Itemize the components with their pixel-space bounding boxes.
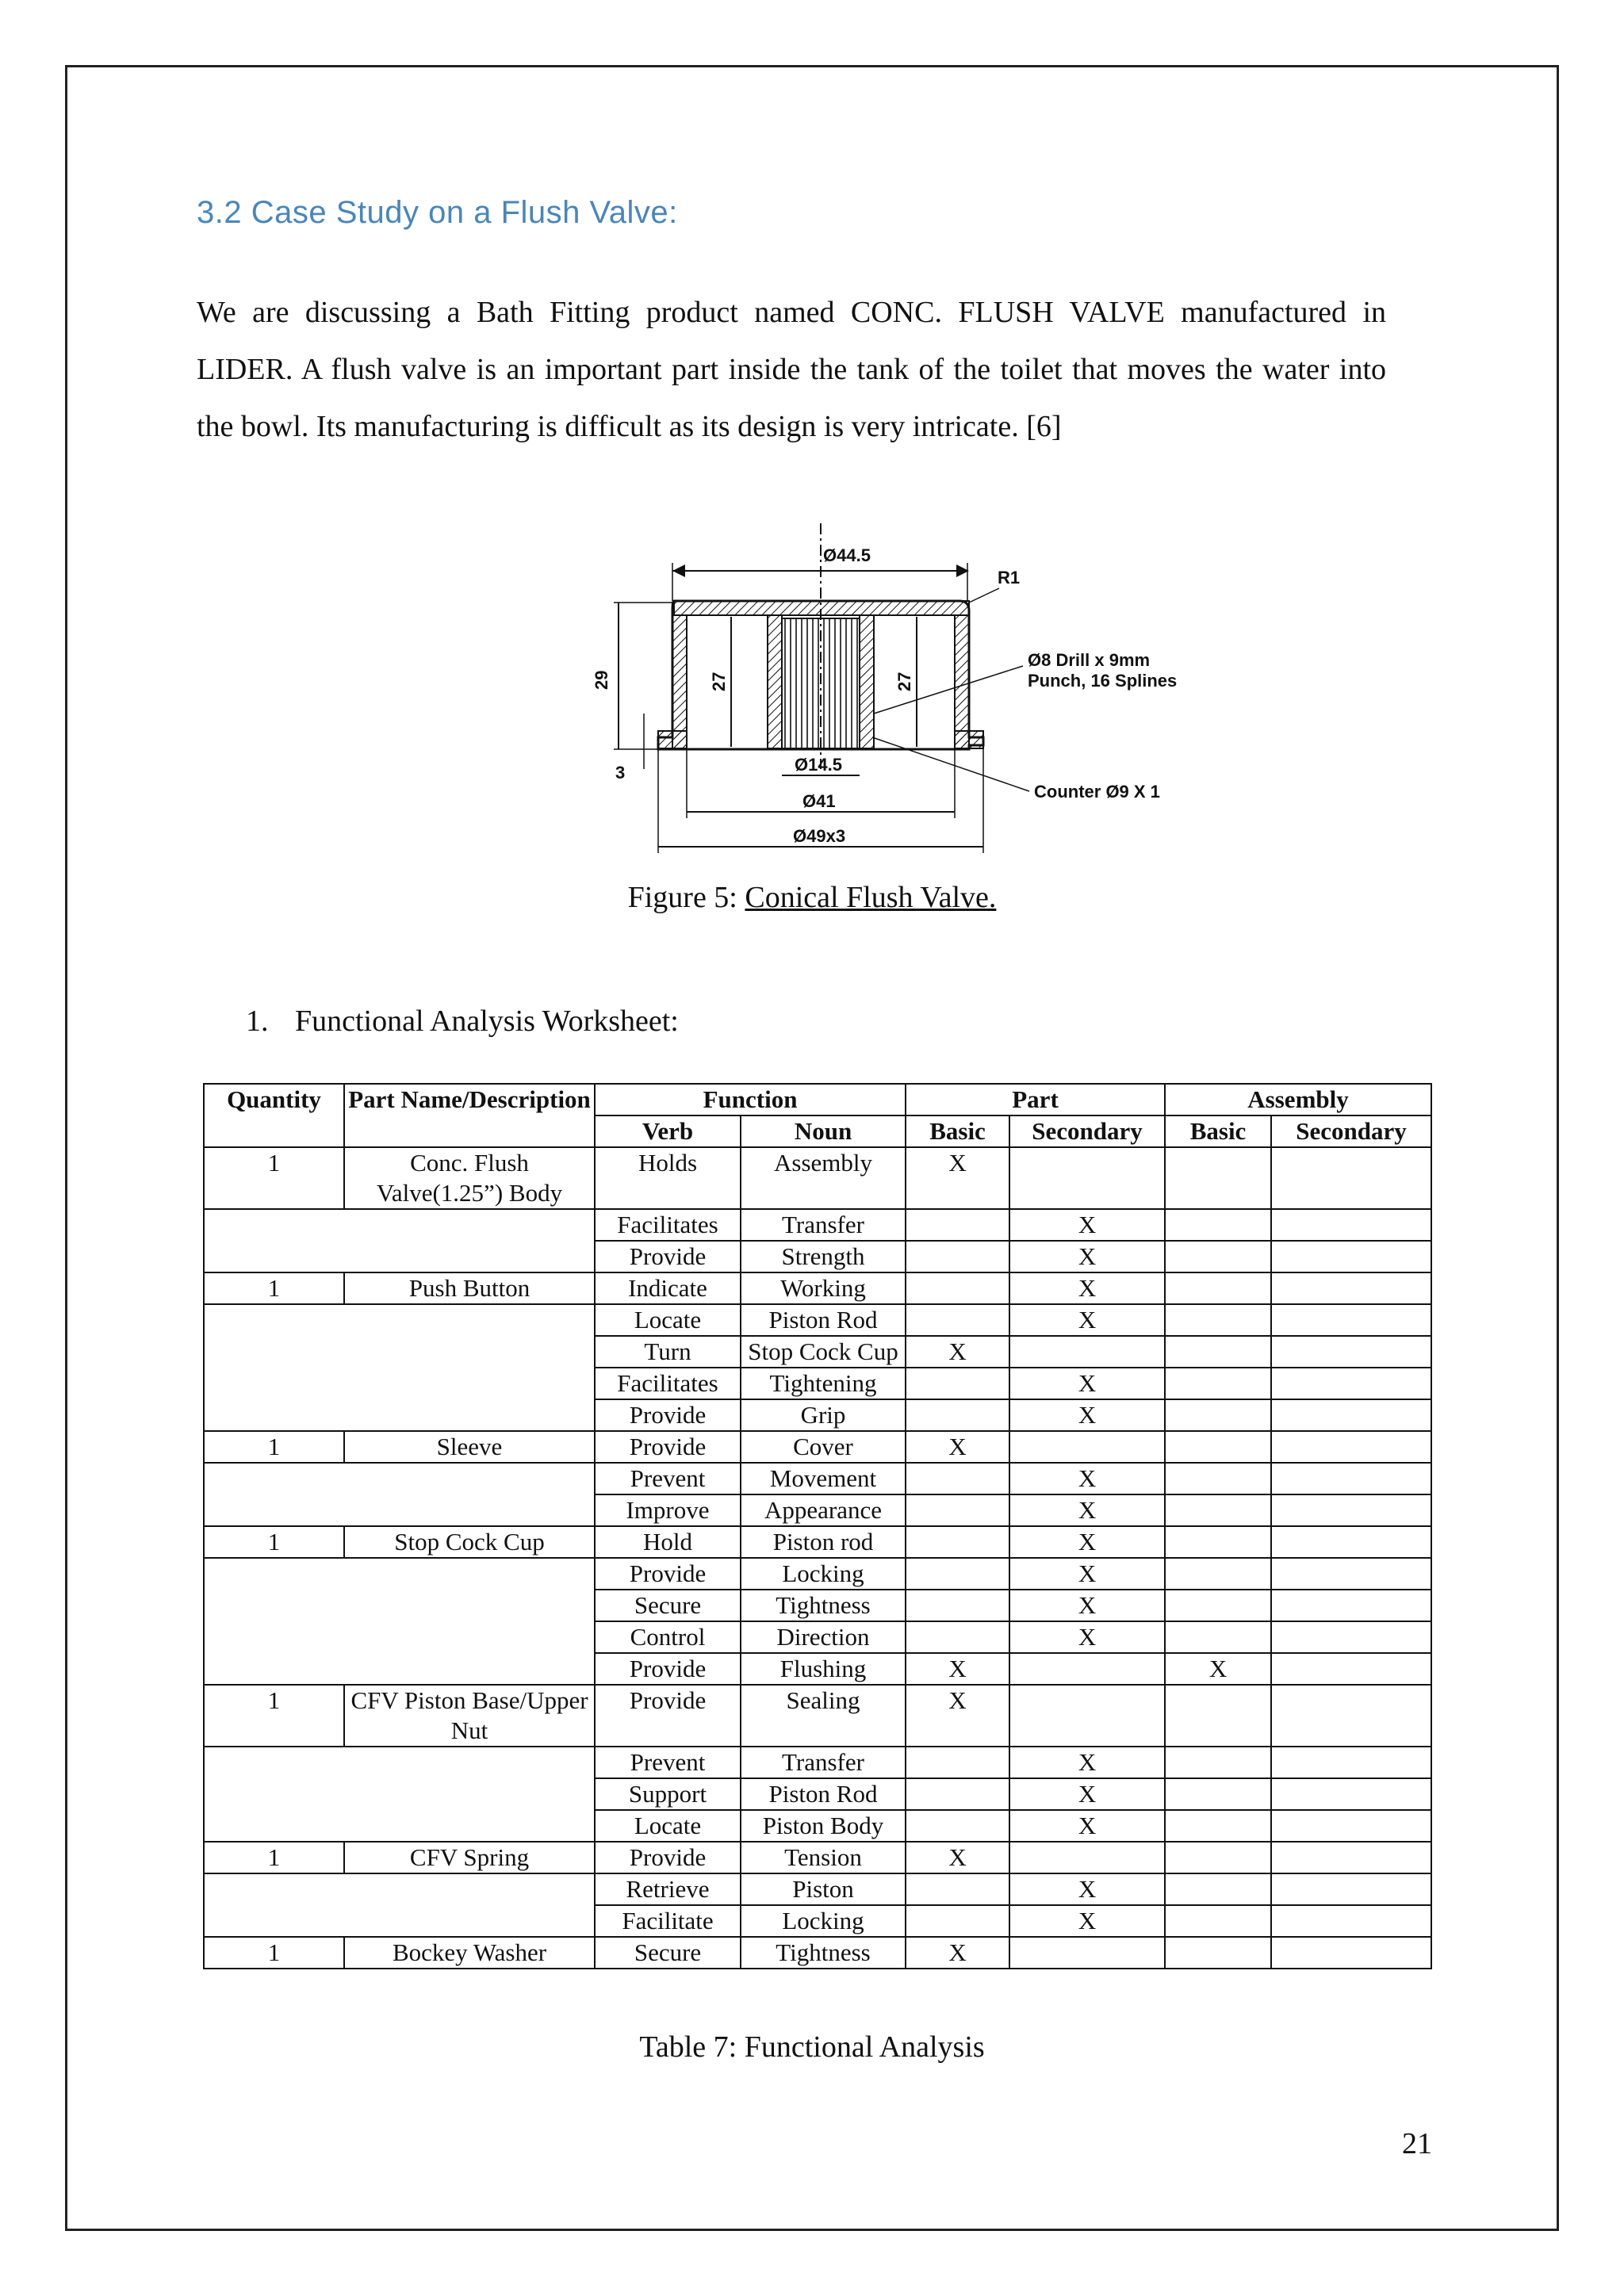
- assembly-basic-cell: [1165, 1937, 1271, 1969]
- noun-cell: Piston: [741, 1873, 906, 1905]
- assembly-basic-cell: [1165, 1747, 1271, 1778]
- noun-cell: Movement: [741, 1463, 906, 1494]
- merged-empty-cell: [204, 1747, 595, 1842]
- assembly-basic-cell: [1165, 1368, 1271, 1399]
- part-name-cell: Conc. Flush Valve(1.25”) Body: [344, 1147, 595, 1209]
- noun-cell: Piston Rod: [741, 1778, 906, 1810]
- part-name-cell: CFV Piston Base/Upper Nut: [344, 1685, 595, 1747]
- assembly-basic-cell: [1165, 1842, 1271, 1873]
- functional-analysis-table: [203, 1083, 1432, 1969]
- assembly-basic-cell: [1165, 1685, 1271, 1747]
- table-row: [204, 1873, 1431, 1905]
- header-assembly-secondary: Secondary: [1271, 1115, 1431, 1147]
- worksheet-title: Functional Analysis Worksheet:: [295, 1004, 679, 1038]
- noun-cell: Working: [741, 1272, 906, 1304]
- table-row: [204, 1747, 1431, 1778]
- part-basic-cell: [906, 1304, 1009, 1336]
- part-basic-cell: [906, 1778, 1009, 1810]
- table-row: [204, 1937, 1431, 1969]
- table-row: [204, 1526, 1431, 1558]
- part-basic-cell: X: [906, 1336, 1009, 1368]
- noun-cell: Locking: [741, 1905, 906, 1937]
- header-part: Part: [906, 1084, 1165, 1115]
- assembly-basic-cell: [1165, 1209, 1271, 1241]
- verb-cell: Provide: [595, 1241, 741, 1272]
- header-noun: Noun: [741, 1115, 906, 1147]
- verb-cell: Turn: [595, 1336, 741, 1368]
- verb-cell: Secure: [595, 1937, 741, 1969]
- table-row: [204, 1304, 1431, 1336]
- assembly-basic-cell: X: [1165, 1653, 1271, 1685]
- base-height-label: 3: [615, 763, 626, 783]
- verb-cell: Indicate: [595, 1272, 741, 1304]
- assembly-secondary-cell: [1271, 1621, 1431, 1653]
- part-secondary-cell: X: [1009, 1399, 1165, 1431]
- part-basic-cell: [906, 1494, 1009, 1526]
- verb-cell: Provide: [595, 1685, 741, 1747]
- part-name-cell: Bockey Washer: [344, 1937, 595, 1969]
- worksheet-heading: [246, 1004, 679, 1039]
- assembly-secondary-cell: [1271, 1810, 1431, 1842]
- assembly-basic-cell: [1165, 1778, 1271, 1810]
- assembly-secondary-cell: [1271, 1209, 1431, 1241]
- flush-valve-drawing: [555, 507, 1237, 888]
- quantity-cell: 1: [204, 1431, 344, 1463]
- part-secondary-cell: [1009, 1937, 1165, 1969]
- part-basic-cell: [906, 1590, 1009, 1621]
- table-row: [204, 1272, 1431, 1304]
- drill-note-2: Punch, 16 Splines: [1028, 671, 1178, 691]
- assembly-secondary-cell: [1271, 1241, 1431, 1272]
- part-basic-cell: [906, 1810, 1009, 1842]
- part-secondary-cell: X: [1009, 1873, 1165, 1905]
- part-basic-cell: X: [906, 1937, 1009, 1969]
- assembly-secondary-cell: [1271, 1431, 1431, 1463]
- assembly-secondary-cell: [1271, 1399, 1431, 1431]
- part-basic-cell: [906, 1747, 1009, 1778]
- section-heading: 3.2 Case Study on a Flush Valve:: [197, 195, 678, 230]
- outer-diameter-label: Ø49x3: [793, 826, 846, 846]
- noun-cell: Direction: [741, 1621, 906, 1653]
- noun-cell: Stop Cock Cup: [741, 1336, 906, 1368]
- noun-cell: Appearance: [741, 1494, 906, 1526]
- verb-cell: Support: [595, 1778, 741, 1810]
- assembly-basic-cell: [1165, 1905, 1271, 1937]
- part-secondary-cell: X: [1009, 1209, 1165, 1241]
- part-basic-cell: [906, 1558, 1009, 1590]
- part-basic-cell: X: [906, 1653, 1009, 1685]
- figure-caption-prefix: Figure 5:: [627, 881, 745, 914]
- header-assembly-basic: Basic: [1165, 1115, 1271, 1147]
- table-row: [204, 1685, 1431, 1747]
- part-secondary-cell: [1009, 1842, 1165, 1873]
- assembly-basic-cell: [1165, 1558, 1271, 1590]
- inner-diameter-label: Ø14.5: [795, 755, 842, 775]
- table-row: [204, 1209, 1431, 1241]
- quantity-cell: 1: [204, 1526, 344, 1558]
- noun-cell: Assembly: [741, 1147, 906, 1209]
- part-basic-cell: [906, 1241, 1009, 1272]
- verb-cell: Prevent: [595, 1747, 741, 1778]
- assembly-secondary-cell: [1271, 1842, 1431, 1873]
- header-part-name: Part Name/Description: [344, 1084, 595, 1147]
- part-basic-cell: [906, 1873, 1009, 1905]
- part-secondary-cell: X: [1009, 1304, 1165, 1336]
- table-caption: Table 7: Functional Analysis: [639, 2030, 985, 2064]
- part-name-cell: CFV Spring: [344, 1842, 595, 1873]
- part-secondary-cell: X: [1009, 1810, 1165, 1842]
- assembly-secondary-cell: [1271, 1463, 1431, 1494]
- noun-cell: Tension: [741, 1842, 906, 1873]
- functional-analysis-body: [204, 1147, 1431, 1969]
- part-basic-cell: [906, 1621, 1009, 1653]
- table-row: [204, 1842, 1431, 1873]
- verb-cell: Control: [595, 1621, 741, 1653]
- part-basic-cell: X: [906, 1842, 1009, 1873]
- part-basic-cell: [906, 1526, 1009, 1558]
- drill-note-1: Ø8 Drill x 9mm: [1028, 650, 1151, 670]
- quantity-cell: 1: [204, 1685, 344, 1747]
- assembly-basic-cell: [1165, 1621, 1271, 1653]
- part-basic-cell: X: [906, 1431, 1009, 1463]
- assembly-basic-cell: [1165, 1272, 1271, 1304]
- part-secondary-cell: [1009, 1336, 1165, 1368]
- header-part-secondary: Secondary: [1009, 1115, 1165, 1147]
- noun-cell: Strength: [741, 1241, 906, 1272]
- part-basic-cell: X: [906, 1147, 1009, 1209]
- merged-empty-cell: [204, 1558, 595, 1685]
- part-secondary-cell: [1009, 1431, 1165, 1463]
- table-row: [204, 1147, 1431, 1209]
- top-diameter-label: Ø44.5: [823, 545, 871, 565]
- table-row: [204, 1463, 1431, 1494]
- assembly-secondary-cell: [1271, 1747, 1431, 1778]
- verb-cell: Provide: [595, 1558, 741, 1590]
- part-secondary-cell: X: [1009, 1272, 1165, 1304]
- part-basic-cell: [906, 1368, 1009, 1399]
- assembly-secondary-cell: [1271, 1526, 1431, 1558]
- part-basic-cell: [906, 1463, 1009, 1494]
- assembly-basic-cell: [1165, 1431, 1271, 1463]
- mid-diameter-label: Ø41: [802, 791, 836, 811]
- part-secondary-cell: X: [1009, 1778, 1165, 1810]
- noun-cell: Transfer: [741, 1747, 906, 1778]
- assembly-basic-cell: [1165, 1241, 1271, 1272]
- merged-empty-cell: [204, 1463, 595, 1526]
- assembly-secondary-cell: [1271, 1336, 1431, 1368]
- assembly-basic-cell: [1165, 1590, 1271, 1621]
- noun-cell: Grip: [741, 1399, 906, 1431]
- assembly-secondary-cell: [1271, 1590, 1431, 1621]
- noun-cell: Tightness: [741, 1590, 906, 1621]
- part-secondary-cell: X: [1009, 1621, 1165, 1653]
- verb-cell: Locate: [595, 1810, 741, 1842]
- verb-cell: Secure: [595, 1590, 741, 1621]
- noun-cell: Sealing: [741, 1685, 906, 1747]
- assembly-secondary-cell: [1271, 1905, 1431, 1937]
- verb-cell: Retrieve: [595, 1873, 741, 1905]
- header-function: Function: [595, 1084, 906, 1115]
- part-basic-cell: [906, 1209, 1009, 1241]
- assembly-basic-cell: [1165, 1147, 1271, 1209]
- table-row: [204, 1431, 1431, 1463]
- part-secondary-cell: X: [1009, 1526, 1165, 1558]
- quantity-cell: 1: [204, 1842, 344, 1873]
- intro-paragraph: We are discussing a Bath Fitting product named CONC. FLUSH VALVE manufactured in LIDER. A flush valve is an important part inside the tank of the toilet that moves the water into the bowl. Its manufacturing is difficult as its design is very intricate. [6]: [197, 296, 1386, 443]
- counter-note: Counter Ø9 X 1: [1034, 782, 1160, 802]
- assembly-basic-cell: [1165, 1336, 1271, 1368]
- assembly-basic-cell: [1165, 1463, 1271, 1494]
- part-secondary-cell: X: [1009, 1463, 1165, 1494]
- header-quantity: Quantity: [204, 1084, 344, 1147]
- verb-cell: Hold: [595, 1526, 741, 1558]
- assembly-basic-cell: [1165, 1399, 1271, 1431]
- part-secondary-cell: X: [1009, 1747, 1165, 1778]
- verb-cell: Improve: [595, 1494, 741, 1526]
- part-secondary-cell: X: [1009, 1494, 1165, 1526]
- height-total-label: 29: [592, 670, 611, 690]
- assembly-secondary-cell: [1271, 1147, 1431, 1209]
- page-number: 21: [1402, 2127, 1432, 2160]
- verb-cell: Provide: [595, 1399, 741, 1431]
- part-secondary-cell: [1009, 1685, 1165, 1747]
- noun-cell: Flushing: [741, 1653, 906, 1685]
- noun-cell: Cover: [741, 1431, 906, 1463]
- assembly-secondary-cell: [1271, 1368, 1431, 1399]
- assembly-secondary-cell: [1271, 1778, 1431, 1810]
- radius-label: R1: [998, 568, 1021, 587]
- assembly-secondary-cell: [1271, 1304, 1431, 1336]
- part-secondary-cell: X: [1009, 1905, 1165, 1937]
- verb-cell: Locate: [595, 1304, 741, 1336]
- assembly-basic-cell: [1165, 1526, 1271, 1558]
- noun-cell: Piston Rod: [741, 1304, 906, 1336]
- quantity-cell: 1: [204, 1937, 344, 1969]
- part-secondary-cell: X: [1009, 1241, 1165, 1272]
- figure-caption-title: Conical Flush Valve.: [745, 881, 997, 914]
- assembly-secondary-cell: [1271, 1558, 1431, 1590]
- part-basic-cell: [906, 1399, 1009, 1431]
- verb-cell: Provide: [595, 1431, 741, 1463]
- assembly-secondary-cell: [1271, 1494, 1431, 1526]
- header-part-basic: Basic: [906, 1115, 1009, 1147]
- part-secondary-cell: [1009, 1147, 1165, 1209]
- noun-cell: Tightening: [741, 1368, 906, 1399]
- height-left-label: 27: [709, 672, 729, 691]
- part-secondary-cell: [1009, 1653, 1165, 1685]
- merged-empty-cell: [204, 1209, 595, 1272]
- assembly-basic-cell: [1165, 1494, 1271, 1526]
- part-secondary-cell: X: [1009, 1368, 1165, 1399]
- noun-cell: Piston rod: [741, 1526, 906, 1558]
- noun-cell: Transfer: [741, 1209, 906, 1241]
- table-row: [204, 1558, 1431, 1590]
- assembly-basic-cell: [1165, 1304, 1271, 1336]
- part-secondary-cell: X: [1009, 1590, 1165, 1621]
- merged-empty-cell: [204, 1304, 595, 1431]
- verb-cell: Facilitates: [595, 1368, 741, 1399]
- part-basic-cell: [906, 1272, 1009, 1304]
- part-secondary-cell: X: [1009, 1558, 1165, 1590]
- figure-caption: [0, 880, 1624, 915]
- quantity-cell: 1: [204, 1147, 344, 1209]
- part-name-cell: Stop Cock Cup: [344, 1526, 595, 1558]
- assembly-basic-cell: [1165, 1810, 1271, 1842]
- merged-empty-cell: [204, 1873, 595, 1937]
- verb-cell: Facilitate: [595, 1905, 741, 1937]
- worksheet-number: 1.: [246, 1004, 269, 1038]
- assembly-basic-cell: [1165, 1873, 1271, 1905]
- verb-cell: Provide: [595, 1653, 741, 1685]
- assembly-secondary-cell: [1271, 1653, 1431, 1685]
- part-name-cell: Push Button: [344, 1272, 595, 1304]
- verb-cell: Provide: [595, 1842, 741, 1873]
- assembly-secondary-cell: [1271, 1685, 1431, 1747]
- noun-cell: Locking: [741, 1558, 906, 1590]
- part-basic-cell: [906, 1905, 1009, 1937]
- verb-cell: Facilitates: [595, 1209, 741, 1241]
- part-basic-cell: X: [906, 1685, 1009, 1747]
- noun-cell: Tightness: [741, 1937, 906, 1969]
- verb-cell: Prevent: [595, 1463, 741, 1494]
- part-name-cell: Sleeve: [344, 1431, 595, 1463]
- assembly-secondary-cell: [1271, 1937, 1431, 1969]
- assembly-secondary-cell: [1271, 1873, 1431, 1905]
- quantity-cell: 1: [204, 1272, 344, 1304]
- noun-cell: Piston Body: [741, 1810, 906, 1842]
- height-right-label: 27: [894, 672, 914, 691]
- assembly-secondary-cell: [1271, 1272, 1431, 1304]
- header-assembly: Assembly: [1165, 1084, 1431, 1115]
- verb-cell: Holds: [595, 1147, 741, 1209]
- header-verb: Verb: [595, 1115, 741, 1147]
